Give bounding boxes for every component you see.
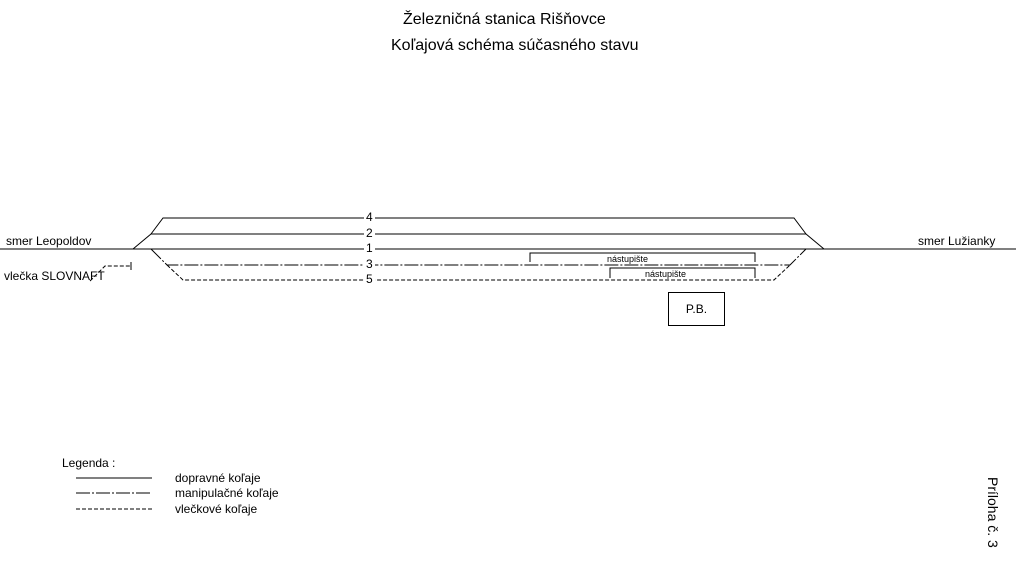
track-3-line	[151, 249, 806, 265]
track-number-1: 1	[366, 241, 373, 255]
schema-subtitle: Koľajová schéma súčasného stavu	[391, 37, 639, 54]
track-number-4: 4	[366, 210, 373, 224]
station-title: Železničná stanica Rišňovce	[403, 11, 606, 28]
legend-item-siding: vlečkové koľaje	[175, 502, 258, 516]
track-number-5: 5	[366, 272, 373, 286]
direction-left: smer Leopoldov	[6, 234, 92, 248]
track-number-3: 3	[366, 257, 373, 271]
legend-item-manipulation: manipulačné koľaje	[175, 486, 279, 500]
station-building	[668, 292, 725, 326]
annex-label: Príloha č. 3	[985, 477, 1001, 548]
siding-label: vlečka SLOVNAFT	[4, 269, 105, 283]
track-number-2: 2	[366, 226, 373, 240]
platform-label-1: nástupište	[607, 254, 649, 264]
track-2-line	[133, 234, 824, 249]
track-5-line	[167, 265, 790, 280]
station-building-label: P.B.	[685, 302, 708, 316]
legend-item-transport: dopravné koľaje	[175, 471, 261, 485]
track-4-line	[151, 218, 806, 234]
legend-title: Legenda :	[62, 456, 116, 470]
direction-right: smer Lužianky	[918, 234, 996, 248]
platform-label-2: nástupište	[645, 269, 687, 279]
